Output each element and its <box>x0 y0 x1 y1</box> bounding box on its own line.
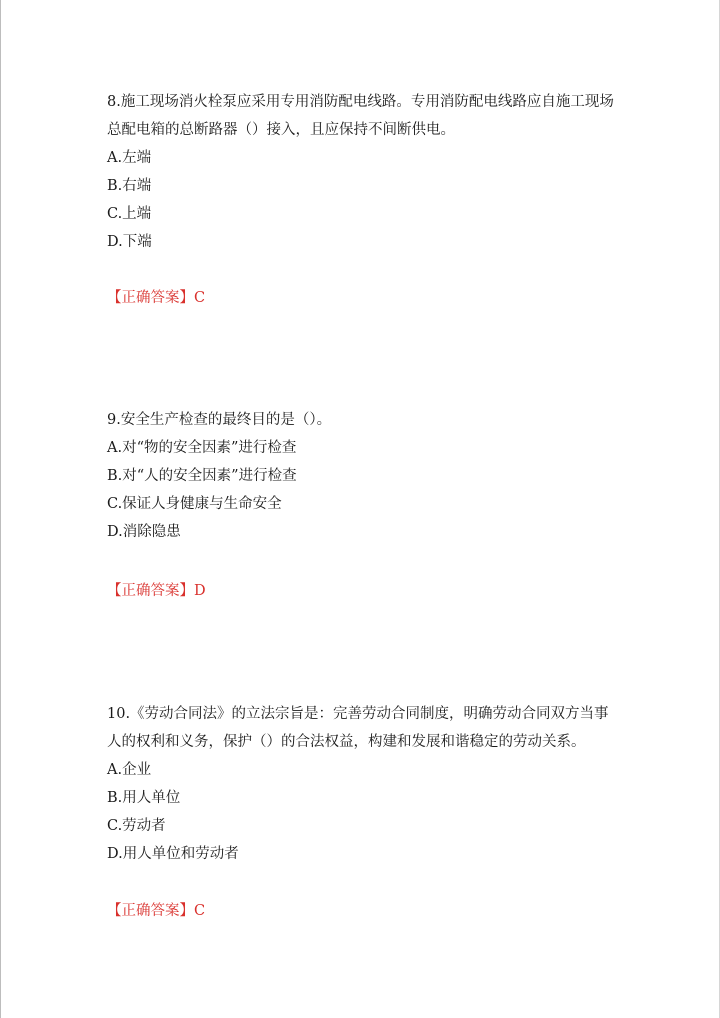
page-border-left <box>0 0 1 1018</box>
answer-label: 【正确答案】 <box>107 903 194 919</box>
question-10 <box>107 700 627 868</box>
question-stem: 总配电箱的总断路器（）接入，且应保持不间断供电。 <box>107 122 455 138</box>
question-8 <box>107 88 627 256</box>
option-d: D.用人单位和劳动者 <box>107 846 239 862</box>
answer-value: C <box>194 903 206 919</box>
option-a: A.左端 <box>107 150 152 166</box>
answer-label: 【正确答案】 <box>107 290 194 306</box>
answer-value: D <box>194 583 206 599</box>
option-c: C.劳动者 <box>107 818 166 834</box>
answer-10 <box>107 897 205 925</box>
question-stem: 10.《劳动合同法》的立法宗旨是：完善劳动合同制度，明确劳动合同双方当事 <box>107 706 609 722</box>
answer-value: C <box>194 290 206 306</box>
question-9 <box>107 406 627 546</box>
option-d: D.下端 <box>107 234 152 250</box>
option-c: C.上端 <box>107 206 152 222</box>
option-d: D.消除隐患 <box>107 524 181 540</box>
option-b: B.对“人的安全因素”进行检查 <box>107 468 297 484</box>
option-c: C.保证人身健康与生命安全 <box>107 496 282 512</box>
answer-8 <box>107 284 205 312</box>
option-a: A.企业 <box>107 762 152 778</box>
option-b: B.用人单位 <box>107 790 181 806</box>
option-b: B.右端 <box>107 178 152 194</box>
option-a: A.对“物的安全因素”进行检查 <box>107 440 297 456</box>
answer-label: 【正确答案】 <box>107 583 194 599</box>
answer-9 <box>107 577 206 605</box>
question-stem: 9.安全生产检查的最终目的是（）。 <box>107 412 332 428</box>
question-stem: 人的权利和义务，保护（）的合法权益，构建和发展和谐稳定的劳动关系。 <box>107 734 586 750</box>
question-stem: 8.施工现场消火栓泵应采用专用消防配电线路。专用消防配电线路应自施工现场 <box>107 94 614 110</box>
